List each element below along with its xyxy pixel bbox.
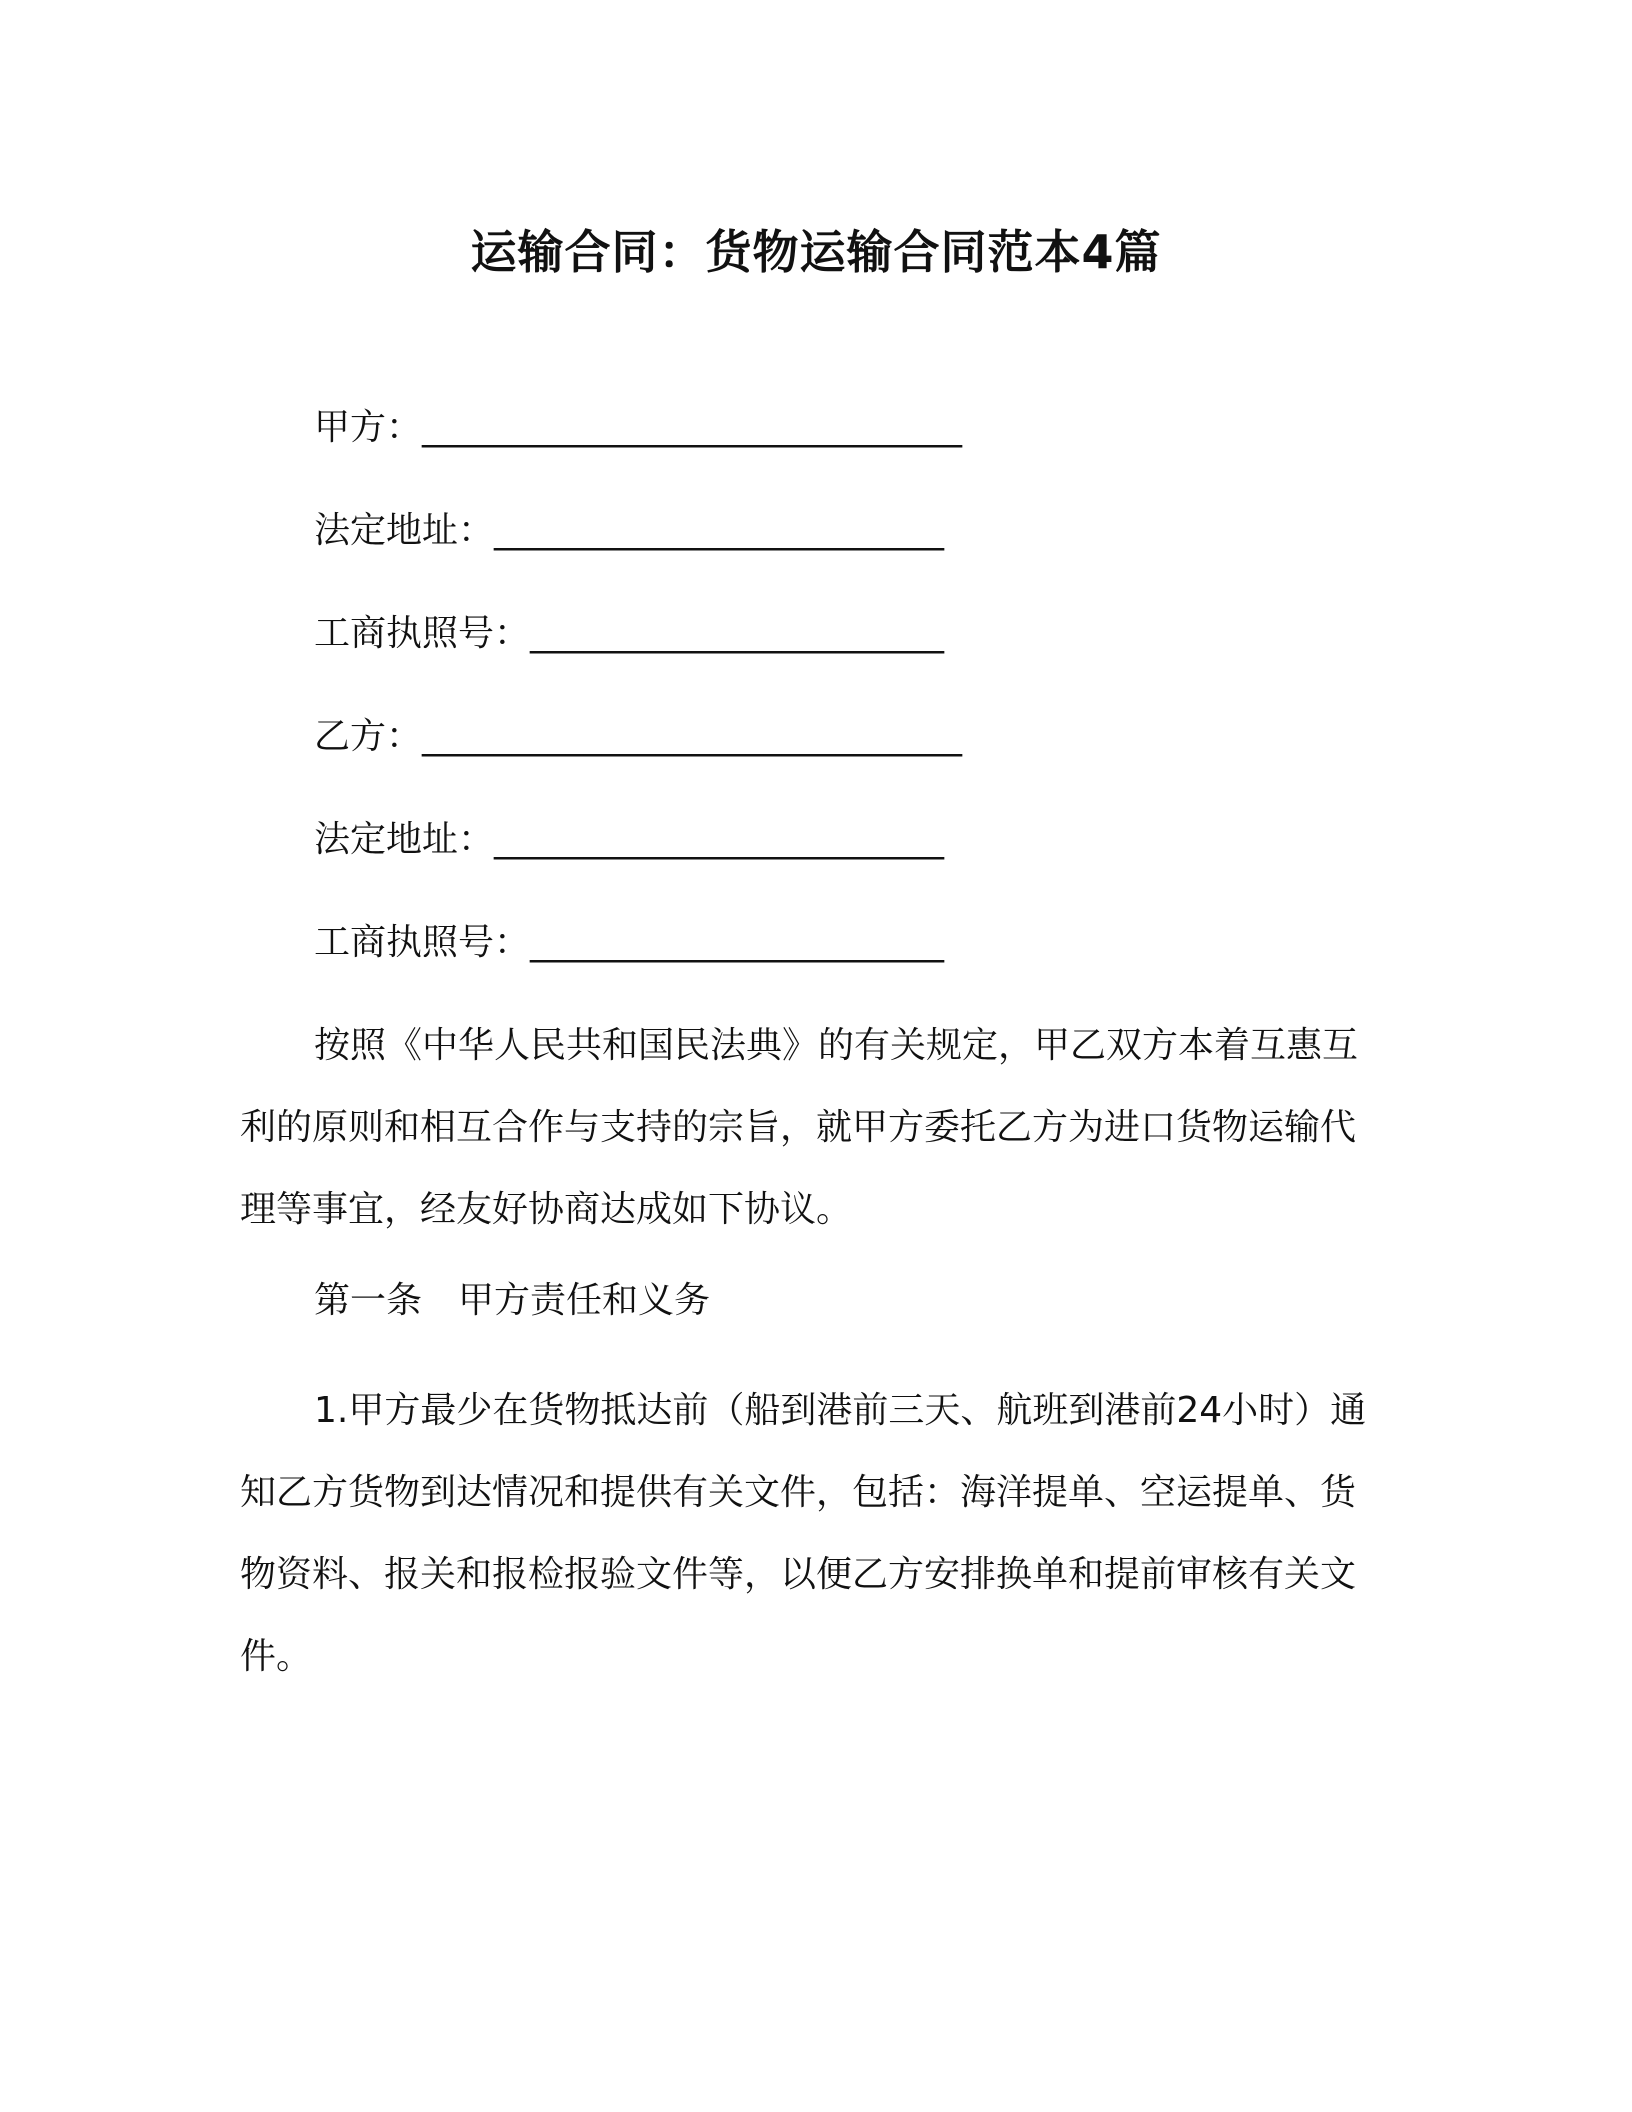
party-a-address-line [314, 501, 1414, 604]
party-b-line [314, 707, 1414, 810]
article-heading: 第一条 甲方责任和义务 [314, 1280, 711, 1321]
party-a-line [314, 398, 1414, 501]
party-a-license-line [314, 604, 1414, 707]
party-a-address-label: 法定地址： [314, 510, 495, 551]
party-b-address-blank: _________________________ [494, 819, 945, 860]
party-b-license-blank: _______________________ [530, 922, 945, 963]
party-a-address-blank: _________________________ [494, 510, 945, 551]
document-title: 运输合同：货物运输合同范本4篇 [470, 225, 1162, 279]
party-a-label: 甲方： [314, 407, 423, 448]
party-a-blank: ______________________________ [422, 407, 963, 448]
party-b-address-line [314, 810, 1414, 913]
party-info-block [314, 398, 1414, 1016]
party-b-address-label: 法定地址： [314, 819, 495, 860]
party-a-license-blank: _______________________ [530, 613, 945, 654]
party-b-label: 乙方： [314, 716, 423, 757]
clause-1-paragraph: 1.甲方最少在货物抵达前（船到港前三天、航班到港前24小时）通知乙方货物到达情况和提供有关文件，包括：海洋提单、空运提单、货物资料、报关和报检报验文件等，以便乙方安排换单和提前审核有关文件。 [240, 1390, 1367, 1677]
intro-paragraph: 按照《中华人民共和国民法典》的有关规定，甲乙双方本着互惠互利的原则和相互合作与支持的宗旨，就甲方委托乙方为进口货物运输代理等事宜，经友好协商达成如下协议。 [240, 1025, 1359, 1230]
party-b-blank: ______________________________ [422, 716, 963, 757]
party-a-license-label: 工商执照号： [314, 613, 531, 654]
party-b-license-label: 工商执照号： [314, 922, 531, 963]
party-b-license-line [314, 913, 1414, 1016]
